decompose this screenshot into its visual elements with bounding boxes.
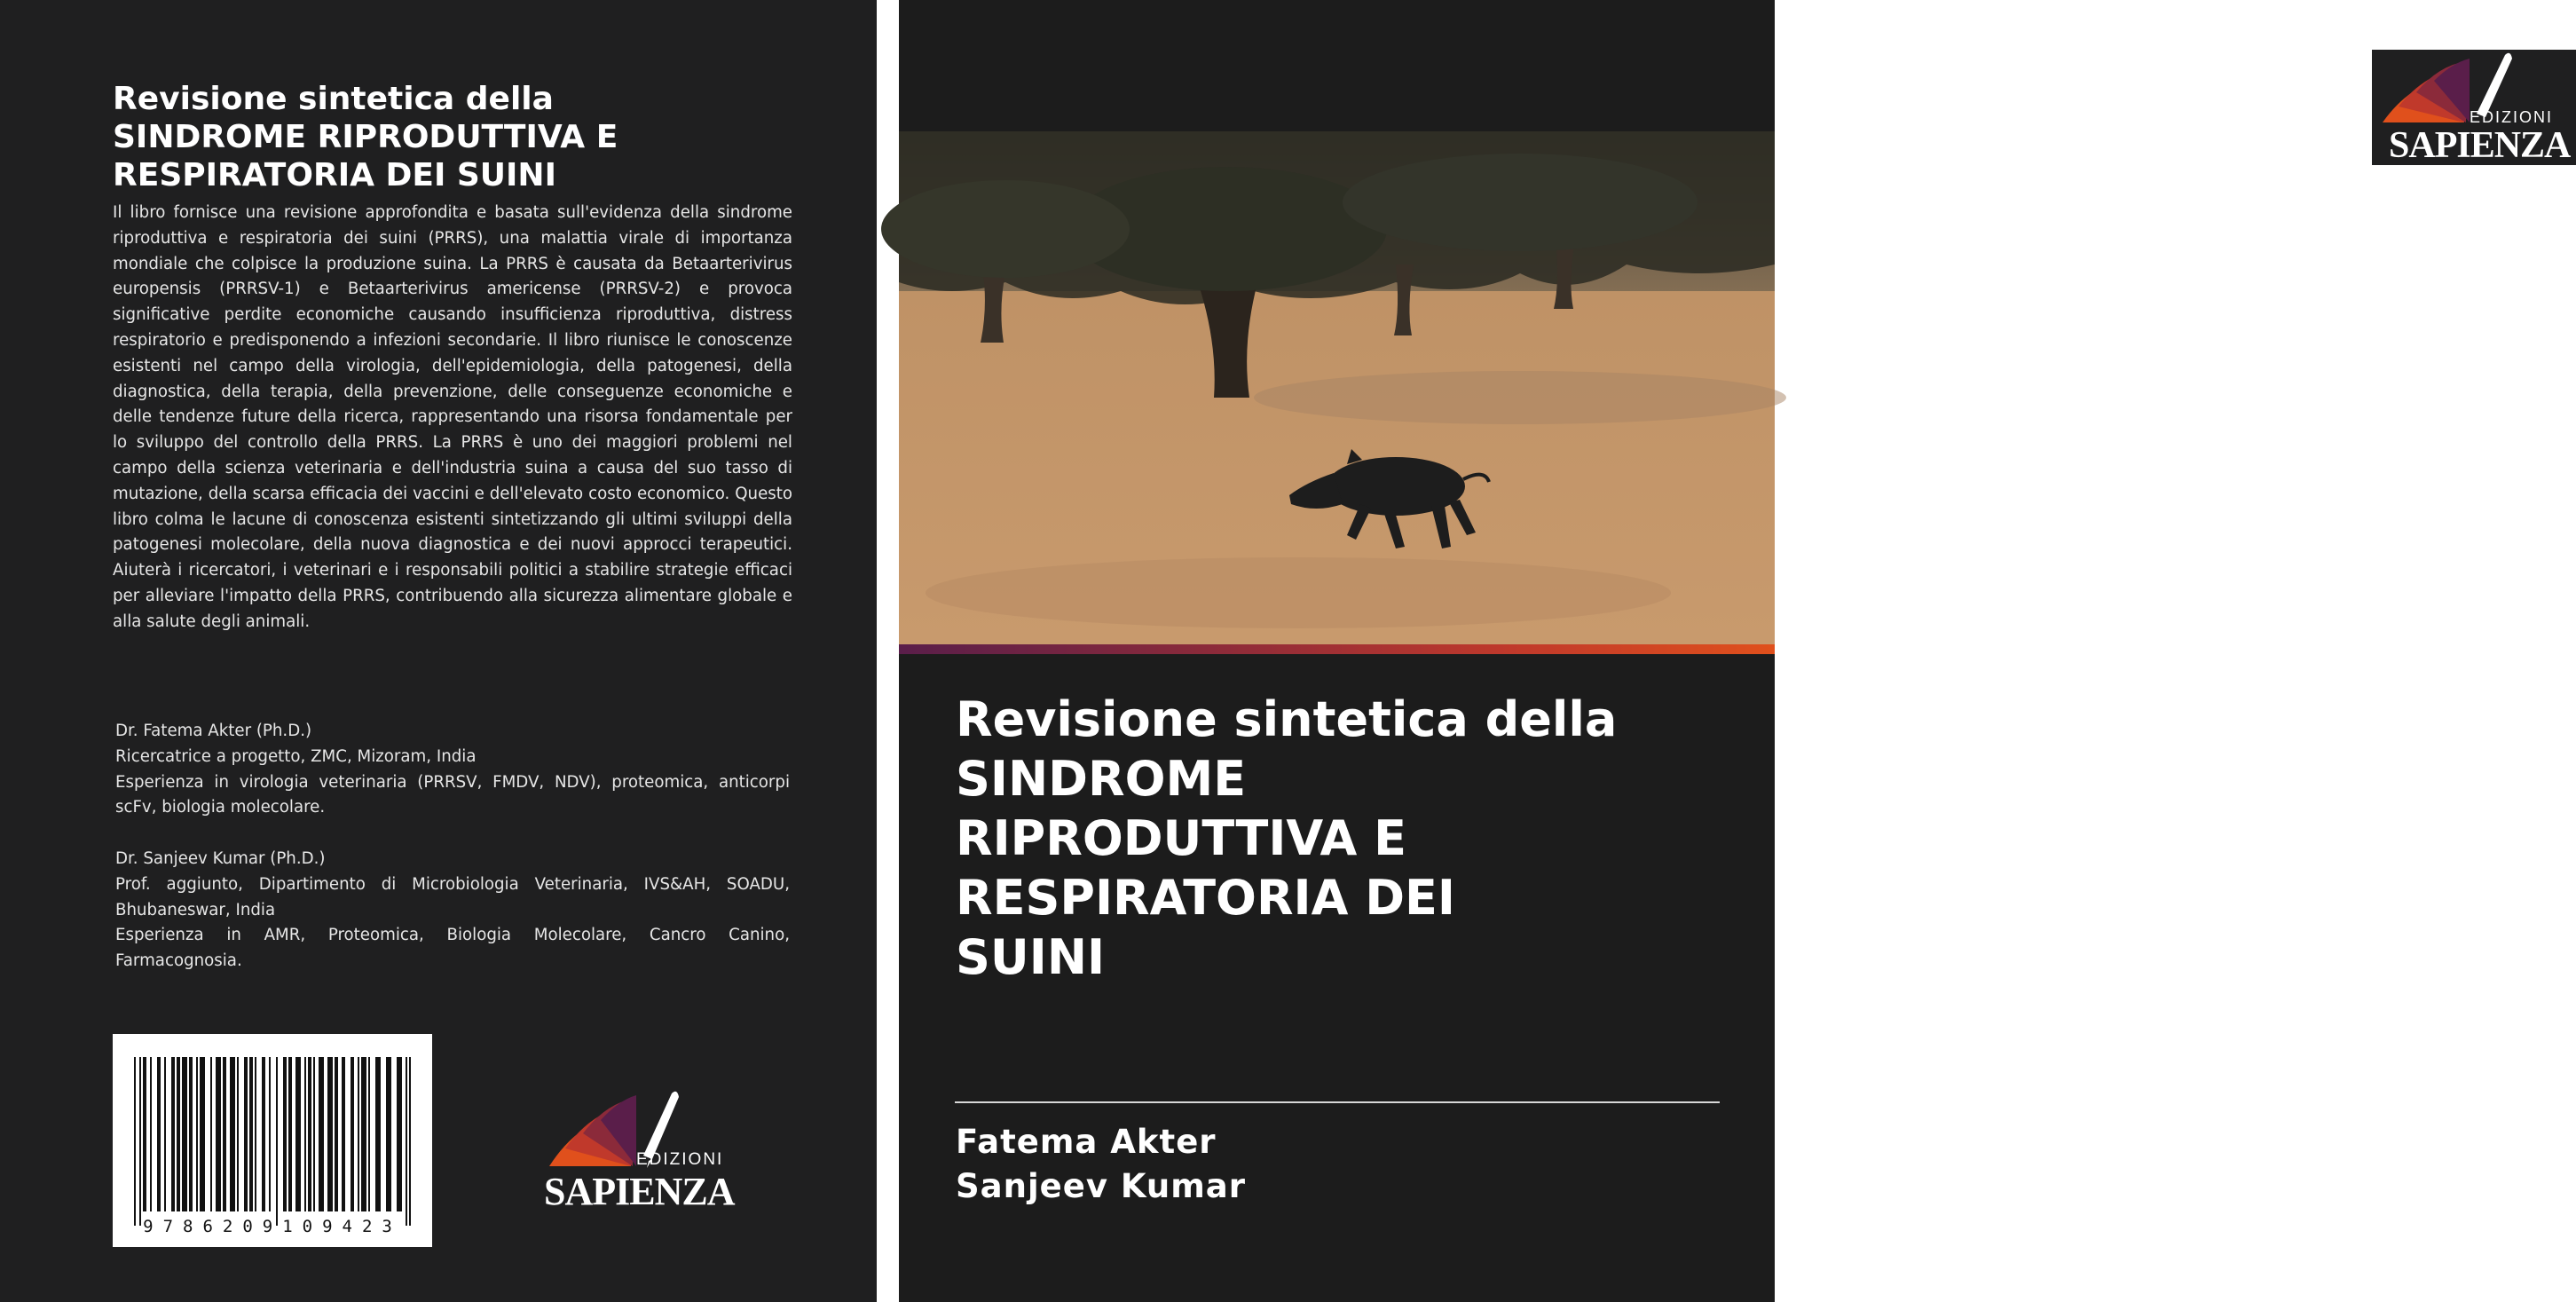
barcode-bar bbox=[308, 1057, 311, 1211]
barcode-bar bbox=[262, 1057, 265, 1211]
barcode-bar bbox=[200, 1057, 205, 1211]
barcode-bar bbox=[237, 1057, 239, 1211]
front-title-line: Revisione sintetica della bbox=[956, 691, 1618, 747]
barcode-bar bbox=[283, 1057, 287, 1211]
barcode-bar bbox=[327, 1057, 333, 1211]
isbn-barcode bbox=[113, 1034, 432, 1247]
front-title-line: RIPRODUTTIVA E bbox=[956, 810, 1407, 866]
front-title-line: SUINI bbox=[956, 929, 1106, 985]
barcode-bar bbox=[244, 1057, 248, 1211]
accent-stripe bbox=[899, 644, 1775, 654]
back-cover bbox=[0, 0, 877, 1302]
barcode-bar bbox=[171, 1057, 175, 1211]
barcode-bar bbox=[295, 1057, 301, 1211]
publisher-logo bbox=[539, 1085, 735, 1213]
author2-role: Prof. aggiunto, Dipartimento di Microbiologia Veterinaria, IVS&AH, SOADU, Bhubaneswar, India bbox=[115, 874, 790, 919]
barcode-bar bbox=[134, 1057, 136, 1226]
barcode-bar bbox=[196, 1057, 198, 1211]
publisher-name: SAPIENZA bbox=[2389, 125, 2571, 166]
barcode-bar bbox=[269, 1057, 271, 1211]
barcode-bar bbox=[361, 1057, 366, 1211]
barcode-bar bbox=[358, 1057, 359, 1211]
cover-photo-pig-field bbox=[899, 131, 1775, 644]
barcode-bar bbox=[342, 1057, 345, 1211]
barcode-bar bbox=[276, 1057, 278, 1226]
spine-gap bbox=[877, 0, 899, 1302]
author2-name: Dr. Sanjeev Kumar (Ph.D.) bbox=[115, 848, 326, 868]
publisher-name: SAPIENZA bbox=[544, 1170, 735, 1213]
barcode-bar bbox=[164, 1057, 166, 1211]
barcode-bar bbox=[210, 1057, 212, 1211]
front-author-2: Sanjeev Kumar bbox=[956, 1167, 1246, 1205]
author1-name: Dr. Fatema Akter (Ph.D.) bbox=[115, 722, 312, 740]
barcode-bar bbox=[139, 1057, 141, 1226]
barcode-bar bbox=[150, 1057, 152, 1211]
barcode-bar bbox=[189, 1057, 193, 1211]
back-title-line: RESPIRATORIA DEI SUINI bbox=[113, 157, 556, 193]
barcode-bar bbox=[313, 1057, 315, 1211]
author1-expertise: Esperienza in virologia veterinaria (PRRSV, FMDV, NDV), proteomica, anticorpi scFv, biologia molecolare. bbox=[115, 772, 790, 817]
barcode-bar bbox=[368, 1057, 370, 1211]
barcode-bar bbox=[335, 1057, 338, 1211]
back-cover-title bbox=[113, 80, 805, 194]
barcode-bar bbox=[288, 1057, 292, 1211]
barcode-bar bbox=[255, 1057, 256, 1211]
barcode-bar bbox=[319, 1057, 324, 1211]
barcode-bar bbox=[397, 1057, 402, 1211]
author2-expertise: Esperienza in AMR, Proteomica, Biologia Molecolare, Cancro Canino, Farmacognosia. bbox=[115, 926, 790, 971]
publisher-small-label: EDIZIONI bbox=[2470, 108, 2554, 126]
publisher-logo bbox=[2372, 50, 2576, 165]
barcode-bar bbox=[375, 1057, 381, 1211]
barcode-bar bbox=[157, 1057, 161, 1211]
front-author-1: Fatema Akter bbox=[956, 1123, 1217, 1161]
front-title-line: RESPIRATORIA DEI bbox=[956, 870, 1456, 926]
front-title-line: SINDROME bbox=[956, 751, 1247, 807]
barcode-bar bbox=[409, 1057, 411, 1226]
barcode-bar bbox=[304, 1057, 306, 1211]
barcode-bar bbox=[386, 1057, 391, 1211]
back-title-line: SINDROME RIPRODUTTIVA E bbox=[113, 119, 618, 155]
author-bios bbox=[115, 719, 790, 975]
barcode-bar bbox=[223, 1057, 226, 1211]
title-divider bbox=[955, 1101, 1720, 1103]
barcode-bar bbox=[216, 1057, 221, 1211]
author1-role: Ricercatrice a progetto, ZMC, Mizoram, India bbox=[115, 746, 477, 766]
barcode-bar bbox=[177, 1057, 180, 1211]
barcode-bar bbox=[143, 1057, 146, 1211]
front-cover-title bbox=[956, 690, 1737, 987]
barcode-bar bbox=[230, 1057, 235, 1211]
back-title-line: Revisione sintetica della bbox=[113, 81, 554, 117]
isbn-number: 9786209109423 bbox=[143, 1217, 402, 1236]
barcode-bar bbox=[182, 1057, 187, 1211]
barcode-bar bbox=[406, 1057, 407, 1226]
barcode-bar bbox=[351, 1057, 354, 1211]
barcode-bars bbox=[113, 1034, 432, 1247]
publisher-small-label: EDIZIONI bbox=[636, 1150, 724, 1169]
front-cover bbox=[899, 0, 2571, 1302]
book-blurb: Il libro fornisce una revisione approfondita e basata sull'evidenza della sindrome riproduttiva e respiratoria dei suini (PRRS), una malattia virale di importanza mondiale che colpisce la produzione suina. La PRRS è causata da Betaarterivirus europensis (PRRSV-1) e Betaarterivirus americense (PRRSV-2) e provoca significative perdite economiche causando insufficienza riproduttiva, distress respiratorio e predisponendo a infezioni secondarie. Il libro riunisce le conoscenze esistenti nel campo della virologia, dell'epidemiologia, della patogenesi, della diagnostica, della terapia, della prevenzione, delle conseguenze economiche e delle tendenze future della ricerca, rappresentando una risorsa fondamentale per lo sviluppo del controllo della PRRS. La PRRS è uno dei maggiori problemi nel campo della scienza veterinaria e dell'industria suina a causa del suo tasso di mutazione, della scarsa efficacia dei vaccini e dell'elevato costo economico. Questo libro colma le lacune di conoscenza esistenti sintetizzando gli ultimi sviluppi della patogenesi molecolare, della nuova diagnostica e dei nuovi approcci terapeutici. Aiuterà i ricercatori, i veterinari e i responsabili politici a stabilire strategie efficaci per alleviare l'impatto della PRRS, contribuendo alla sicurezza alimentare globale e alla salute degli animali. bbox=[113, 203, 792, 631]
barcode-bar bbox=[249, 1057, 253, 1211]
